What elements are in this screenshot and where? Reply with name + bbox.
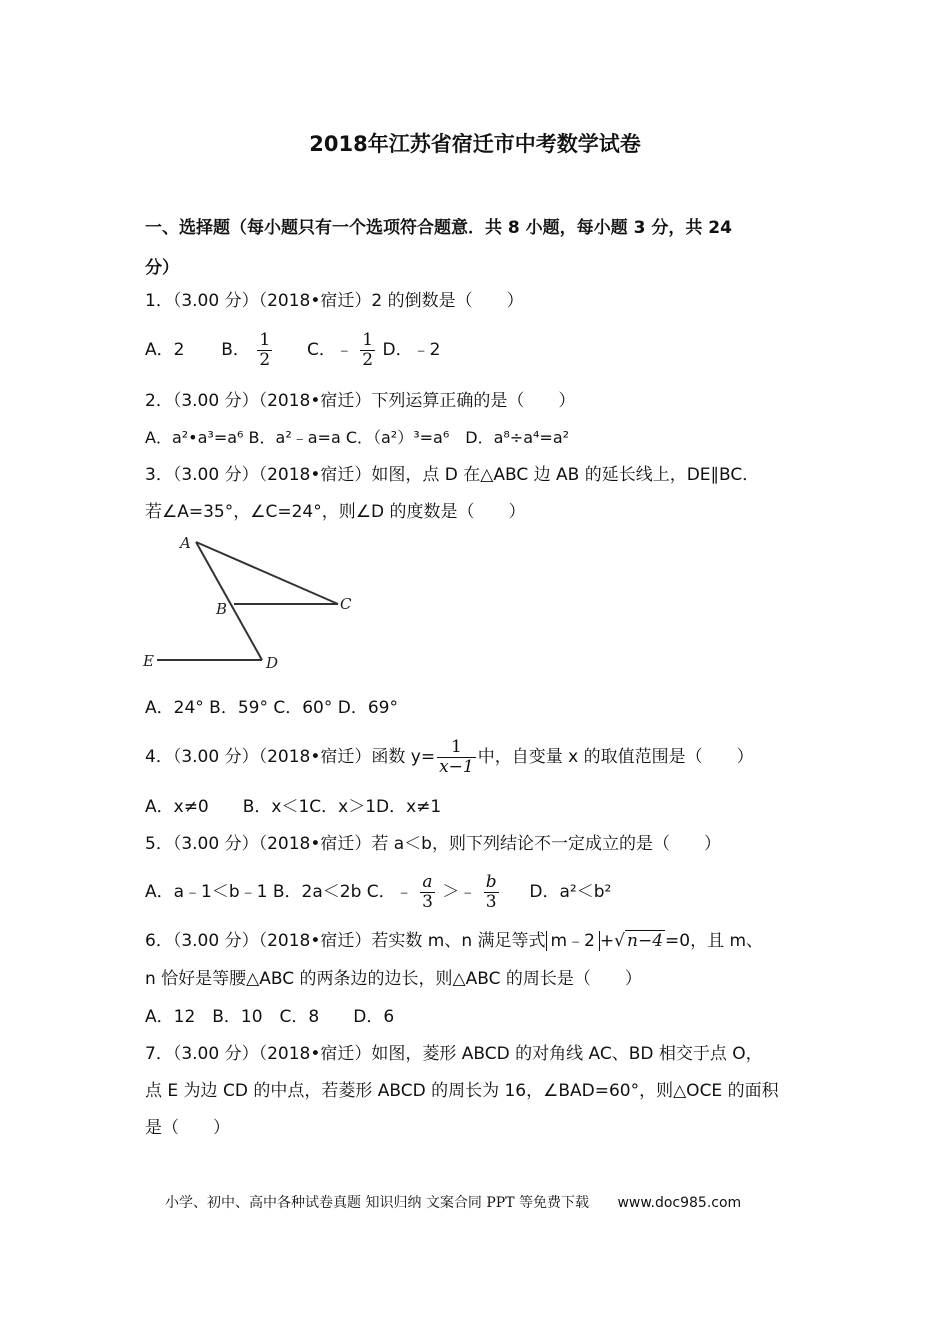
q5-fraction-b [484,873,499,912]
q7-stem-line3: 是（ ） [145,1118,230,1138]
footer-text: 小学、初中、高中各种试卷真题 知识归纳 文案合同 PPT 等免费下载 [165,1195,589,1211]
q5-options [145,870,611,914]
segment-ac [196,542,338,604]
q5-stem: 5．（3.00 分）（2018•宿迁）若 a＜b，则下列结论不一定成立的是（ ） [145,834,721,854]
q1-options [145,328,440,372]
q6-radicand: n−4 [627,931,664,951]
q6-stem-suffix: =0，且 m、 [665,931,764,951]
q3-stem-line2: 若∠A=35°，∠C=24°，则∠D 的度数是（ ） [145,502,526,522]
q5-options-ab: A．a﹣1＜b﹣1 B．2a＜2b C．﹣ [145,882,413,902]
q5-option-c-mid: ＞﹣ [442,882,477,902]
fraction-numerator: a [422,871,433,892]
q4-stem [145,735,754,779]
fraction-denominator: x−1 [439,756,474,777]
q6-plus: + [599,931,615,951]
q1-option-c-fraction [360,331,375,370]
q4-stem-suffix: 中，自变量 x 的取值范围是（ ） [477,747,754,767]
fraction-numerator: 1 [259,329,271,350]
q5-option-d: D．a²＜b² [529,882,612,902]
q6-stem-line2: n 恰好是等腰△ABC 的两条边的边长，则△ABC 的周长是（ ） [145,969,642,989]
page-footer [165,1192,741,1212]
q1-option-d: D．﹣2 [382,340,441,360]
q1-option-b-prefix: B． [221,340,250,360]
fraction-numerator: b [485,871,497,892]
page-title: 2018年江苏省宿迁市中考数学试卷 [309,132,641,156]
q1-option-a: A．2 [145,340,185,360]
segment-ad [196,542,262,660]
fraction-denominator: 2 [259,349,271,370]
q6-stem-prefix: 6．（3.00 分）（2018•宿迁）若实数 m、n 满足等式 [145,931,546,951]
fraction-denominator: 3 [484,892,499,912]
q1-option-b-fraction [257,331,272,370]
fraction-denominator: 2 [362,349,374,370]
q6-stem-line1 [145,929,763,953]
q7-stem-line1: 7．（3.00 分）（2018•宿迁）如图，菱形 ABCD 的对角线 AC、BD 相交于点 O， [145,1044,763,1064]
fraction-numerator: 1 [362,329,374,350]
fraction-numerator: 1 [450,736,462,757]
section-heading-line2: 分） [145,258,179,278]
q4-fraction [437,738,476,777]
q1-stem: 1．（3.00 分）（2018•宿迁）2 的倒数是（ ） [145,291,524,311]
label-d: D [266,654,279,672]
q7-stem-line2: 点 E 为边 CD 的中点，若菱形 ABCD 的周长为 16，∠BAD=60°，则△OCE 的面积 [145,1081,779,1101]
q3-geometry-figure [140,528,370,678]
fraction-denominator: 3 [422,891,433,912]
q3-options: A．24° B．59° C．60° D．69° [145,698,398,718]
section-heading-line1: 一、选择题（每小题只有一个选项符合题意．共 8 小题，每小题 3 分，共 24 [145,218,732,238]
label-e: E [143,652,154,670]
q5-fraction-a [420,873,435,912]
q6-options: A．12 B．10 C．8 D．6 [145,1007,395,1027]
q6-absolute-value: m﹣2 [546,931,600,951]
q4-stem-prefix: 4．（3.00 分）（2018•宿迁）函数 y= [145,747,436,767]
q1-option-c-prefix: C．﹣ [306,340,353,360]
q3-stem-line1: 3．（3.00 分）（2018•宿迁）如图，点 D 在△ABC 边 AB 的延长线上，DE∥BC． [145,465,760,485]
q2-stem: 2．（3.00 分）（2018•宿迁）下列运算正确的是（ ） [145,391,576,411]
label-c: C [340,595,352,613]
label-a: A [180,534,191,552]
sqrt-icon: √ [614,931,625,951]
label-b: B [216,600,228,618]
footer-url[interactable]: www.doc985.com [617,1195,742,1211]
q2-options: A．a²•a³=a⁶ B．a²﹣a=a C．（a²）³=a⁶ D．a⁸÷a⁴=a² [145,428,570,447]
q4-options: A．x≠0 B．x＜1C．x＞1D．x≠1 [145,797,442,817]
